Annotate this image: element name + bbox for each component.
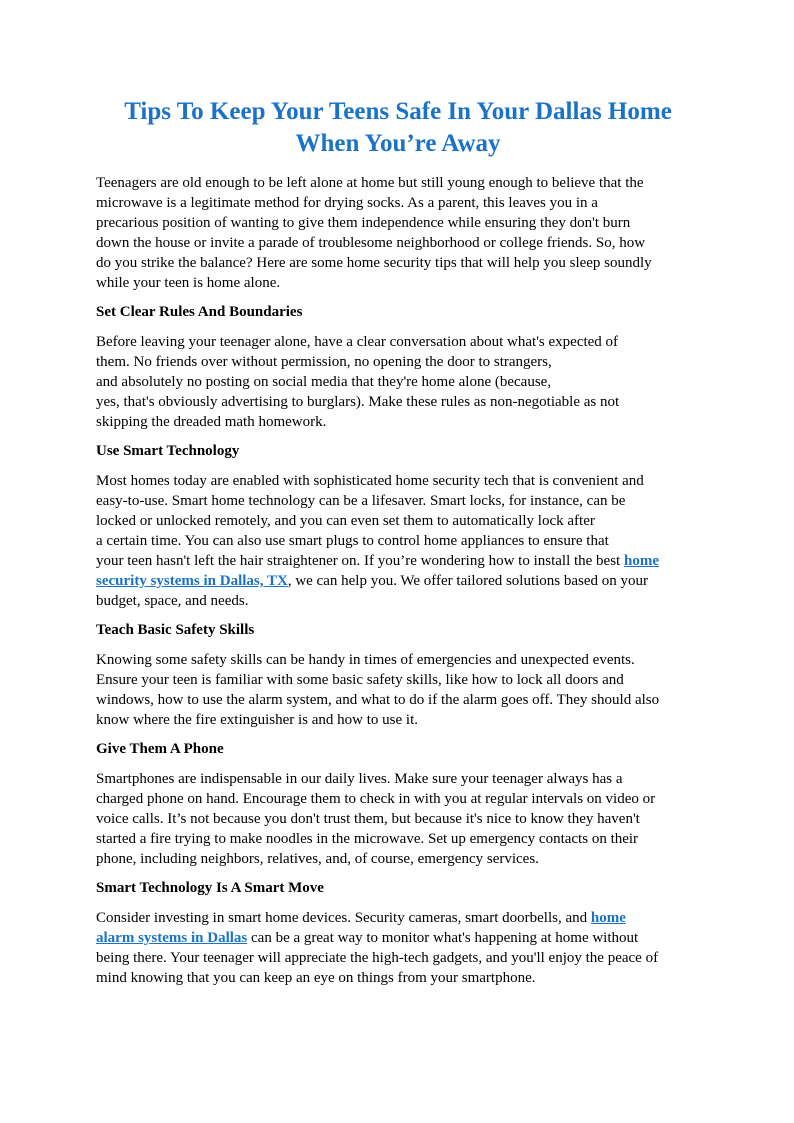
section-heading-rules: Set Clear Rules And Boundaries [96, 304, 303, 320]
section-heading-smart-technology: Use Smart Technology [96, 443, 240, 459]
home-alarm-systems-link[interactable]: home alarm systems in Dallas [96, 910, 626, 946]
title-line-1: Tips To Keep Your Teens Safe In Your Dallas Home [124, 98, 672, 125]
section-heading-safety-skills: Teach Basic Safety Skills [96, 622, 255, 638]
section-paragraph-smart-move: Consider investing in smart home devices. Security cameras, smart doorbells, and home alarm systems in Dallas can be a great way to monitor what's happening at home without being there. Your teenager will appreciate the high-tech gadgets, and you'll enjoy the peace of mind knowing that you can keep an eye on things from your smartphone. [96, 910, 659, 986]
section-paragraph-phone: Smartphones are indispensable in our daily lives. Make sure your teenager always has a charged phone on hand. Encourage them to check in with you at regular intervals on video or voice calls. It’s not because you don't trust them, but because it's nice to know they haven't started a fire trying to make noodles in the microwave. Set up emergency contacts on their phone, including neighbors, relatives, and, of course, emergency services. [96, 771, 656, 867]
page-title [96, 96, 700, 160]
home-security-systems-link[interactable]: home security systems in Dallas, TX [96, 553, 659, 589]
section-heading-smart-move: Smart Technology Is A Smart Move [96, 880, 324, 896]
document-page [96, 96, 700, 988]
title-line-2: When You’re Away [295, 130, 501, 157]
section-paragraph-smart-technology: Most homes today are enabled with sophisticated home security tech that is convenient and easy-to-use. Smart home technology can be a lifesaver. Smart locks, for instance, can be locked or unlocked remotely, and you can even set them to automatically lock after a certain time. You can also use smart plugs to control home appliances to ensure that your teen hasn't left the hair straightener on. If you’re wondering how to install the best home security systems in Dallas, TX, we can help you. We offer tailored solutions based on your budget, space, and needs. [96, 473, 659, 609]
intro-paragraph: Teenagers are old enough to be left alone at home but still young enough to believe that the microwave is a legitimate method for drying socks. As a parent, this leaves you in a precarious position of wanting to give them independence while ensuring they don't burn down the house or invite a parade of troublesome neighborhood or college friends. So, how do you strike the balance? Here are some home security tips that will help you sleep soundly while your teen is home alone. [96, 175, 652, 291]
section-paragraph-rules: Before leaving your teenager alone, have a clear conversation about what's expected of them. No friends over without permission, no opening the door to strangers, and absolutely no posting on social media that they're home alone (because, yes, that's obviously advertising to burglars). Make these rules as non-negotiable as not skipping the dreaded math homework. [96, 334, 620, 430]
section-heading-phone: Give Them A Phone [96, 741, 224, 757]
section-paragraph-safety-skills: Knowing some safety skills can be handy in times of emergencies and unexpected events. Ensure your teen is familiar with some basic safety skills, like how to lock all doors and windows, how to use the alarm system, and what to do if the alarm goes off. They should also know where the fire extinguisher is and how to use it. [96, 652, 660, 728]
